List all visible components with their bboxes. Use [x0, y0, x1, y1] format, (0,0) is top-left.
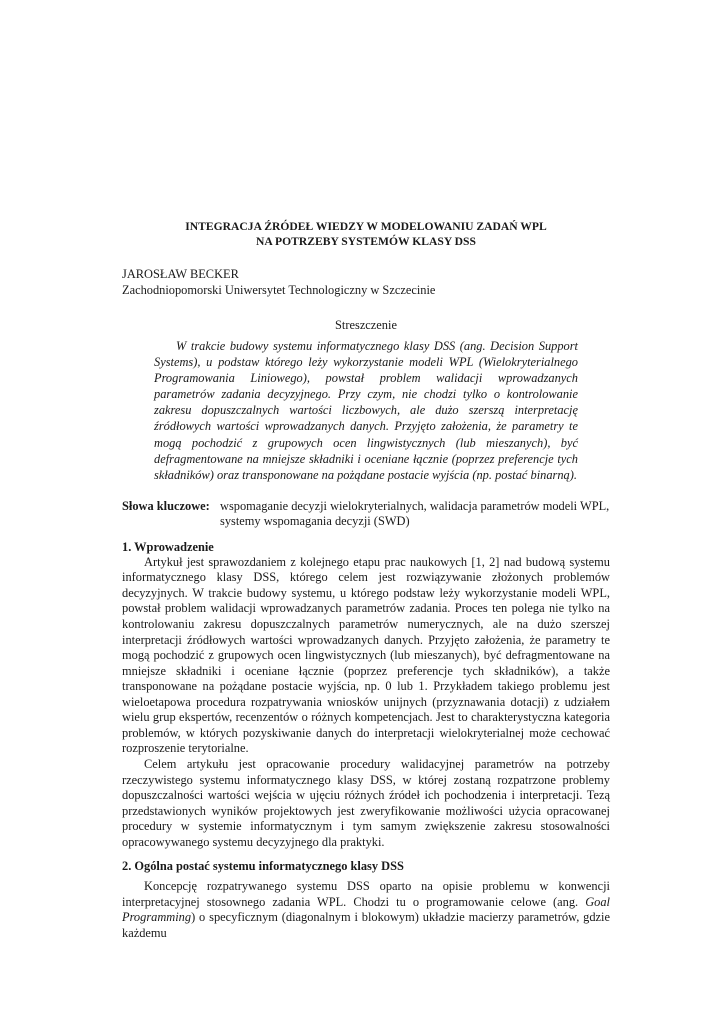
author-affiliation: Zachodniopomorski Uniwersytet Technologiczny w Szczecinie [122, 283, 436, 297]
title-line-2: NA POTRZEBY SYSTEMÓW KLASY DSS [256, 235, 476, 248]
keywords-text: wspomaganie decyzji wielokryterialnych, walidacja parametrów modeli WPL, systemy wspomagania decyzji (SWD) [220, 498, 610, 529]
section-2-heading: 2. Ogólna postać systemu informatycznego klasy DSS [122, 859, 404, 874]
section-2-paragraph-1 [122, 879, 610, 941]
keywords-label: Słowa kluczowe: [122, 498, 210, 513]
section-1-paragraph-2: Celem artykułu jest opracowanie procedury walidacyjnej parametrów na potrzeby rzeczywistego systemu informatycznego klasy DSS, w której zostaną rozpatrzone problemy dopuszczalności wartości wejścia w ujęciu różnych źródeł ich pochodzenia i interpretacji. Tezą przedstawionych wyników projektowych jest zweryfikowanie możliwości użycia opracowanej procedury w systemie informatycznym i tym samym zwiększenie zakresu stosowalności opracowywanego systemu decyzyjnego dla praktyki. [122, 756, 610, 849]
paper-page [122, 219, 610, 941]
author-block [122, 266, 610, 298]
section-2-text-b: ) o specyficznym (diagonalnym i blokowym) układzie macierzy parametrów, gdzie każdemu [122, 910, 610, 940]
paper-title [122, 219, 610, 249]
section-1-paragraph-1: Artykuł jest sprawozdaniem z kolejnego etapu prac naukowych [1, 2] nad budową systemu informatycznego klasy DSS, którego celem jest rozwiązywanie złożonych problemów decyzyjnych. W trakcie budowy systemu, u którego podstaw leży wykorzystanie modeli WPL, powstał problem walidacji wprowadzanych parametrów zadania. Proces ten polega nie tylko na kontrolowaniu zakresu dopuszczalnych parametrów numerycznych, ale na dużo szerszej interpretacji źródłowych wartości wprowadzanych danych. Przyjęto założenia, że parametry te mogą pochodzić z grupowych ocen lingwistycznych (lub mieszanych), być defragmentowane na mniejsze składniki i oceniane łącznie (poprzez preferencje tych składników), a także transponowane na pożądane postacie wyjścia, np. 0 lub 1. Przykładem takiego problemu jest wieloetapowa procedura rozpatrywania wniosków unijnych (przyznawania dotacji) z udziałem wielu grup ekspertów, recenzentów o różnych kompetencjach. Jest to charakterystyczna kategoria problemów, w których pozyskiwanie danych do interpretacji wielokryterialnej może cechować rozproszenie terytorialne. [122, 554, 610, 756]
abstract-text: W trakcie budowy systemu informatycznego klasy DSS (ang. Decision Support Systems), u podstaw którego leży wykorzystanie modeli WPL (Wielokryterialnego Programowania Liniowego), powstał problem walidacji wprowadzanych parametrów zadania decyzyjnego. Przy czym, nie chodzi tylko o kontrolowanie zakresu dopuszczalnych wartości liczbowych, ale dużo szerszą interpretację źródłowych wartości wprowadzanych danych. Przyjęto założenia, że parametry te mogą pochodzić z grupowych ocen lingwistycznych (lub mieszanych), być defragmentowane na mniejsze składniki i oceniane łącznie (poprzez preferencje tych składników) oraz transponowane na pożądane postacie wyjścia (np. postać binarną). [154, 339, 578, 482]
keywords [122, 499, 610, 530]
author-name: JAROSŁAW BECKER [122, 267, 239, 281]
section-2-text-a: Koncepcję rozpatrywanego systemu DSS oparto na opisie problemu w konwencji interpretacyjnej stosownego zadania WPL. Chodzi tu o programowanie celowe (ang. [122, 879, 610, 909]
title-line-1: INTEGRACJA ŹRÓDEŁ WIEDZY W MODELOWANIU ZADAŃ WPL [185, 220, 547, 233]
section-1-heading: 1. Wprowadzenie [122, 539, 214, 554]
abstract-heading: Streszczenie [335, 318, 397, 332]
goal-programming-term: Goal Programming [122, 894, 610, 925]
